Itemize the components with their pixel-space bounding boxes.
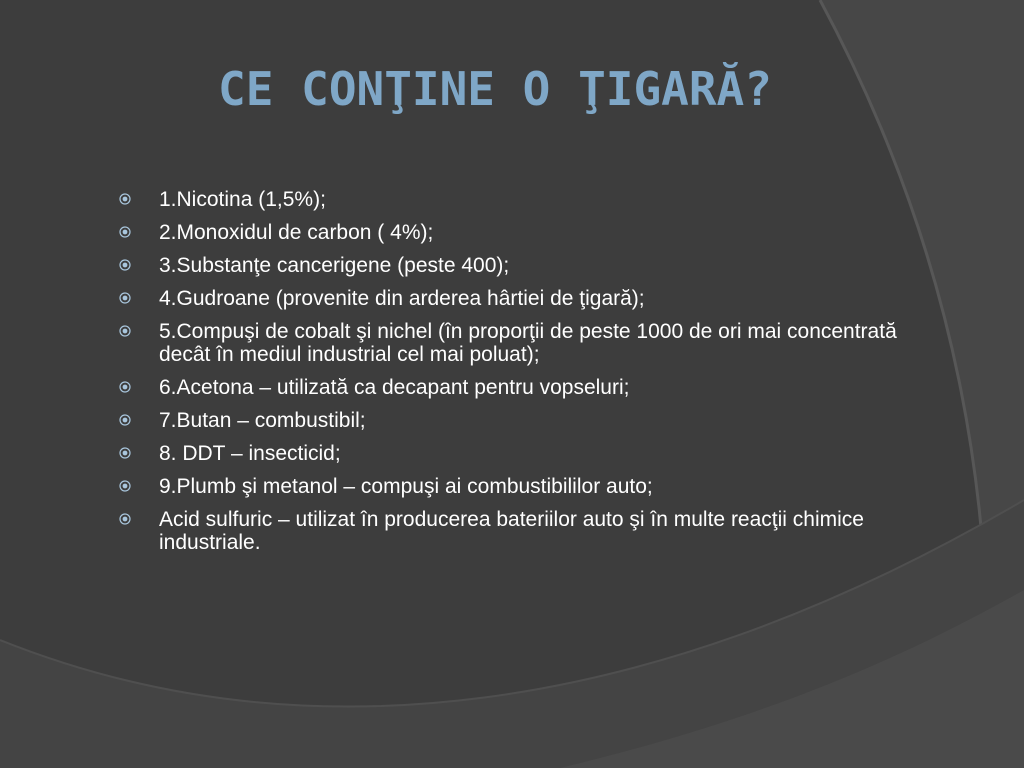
list-item-text: 9.Plumb şi metanol – compuşi ai combustibililor auto;: [159, 475, 653, 498]
list-item-text: 8. DDT – insecticid;: [159, 442, 341, 465]
target-bullet-icon: [119, 480, 131, 492]
list-item-text: 5.Compuşi de cobalt şi nichel (în proporţii de peste 1000 de ori mai concentrată decât în mediul industrial cel mai poluat);: [159, 320, 897, 366]
target-bullet-icon: [119, 226, 131, 238]
list-item: [115, 508, 935, 554]
slide-title: CE CONŢINE O ŢIGARĂ?: [218, 62, 772, 116]
target-bullet-icon: [119, 447, 131, 459]
list-item: [115, 409, 935, 432]
list-item: [115, 475, 935, 498]
target-bullet-icon: [119, 325, 131, 337]
list-item-text: 6.Acetona – utilizată ca decapant pentru vopseluri;: [159, 376, 630, 399]
list-item: [115, 376, 935, 399]
target-bullet-icon: [119, 381, 131, 393]
list-item: [115, 254, 935, 277]
target-bullet-icon: [119, 513, 131, 525]
list-item-text: 3.Substanţe cancerigene (peste 400);: [159, 254, 510, 277]
target-bullet-icon: [119, 193, 131, 205]
list-item: [115, 442, 935, 465]
list-item-text: Acid sulfuric – utilizat în producerea bateriilor auto şi în multe reacţii chimice industriale.: [159, 508, 864, 554]
list-item-text: 7.Butan – combustibil;: [159, 409, 366, 432]
list-item-text: 1.Nicotina (1,5%);: [159, 188, 326, 211]
target-bullet-icon: [119, 414, 131, 426]
list-item-text: 2.Monoxidul de carbon ( 4%);: [159, 221, 434, 244]
list-item-text: 4.Gudroane (provenite din arderea hârtiei de ţigară);: [159, 287, 645, 310]
target-bullet-icon: [119, 259, 131, 271]
list-item: [115, 287, 935, 310]
list-item: [115, 320, 935, 366]
bullet-list: [115, 188, 935, 564]
list-item: [115, 221, 935, 244]
list-item: [115, 188, 935, 211]
target-bullet-icon: [119, 292, 131, 304]
